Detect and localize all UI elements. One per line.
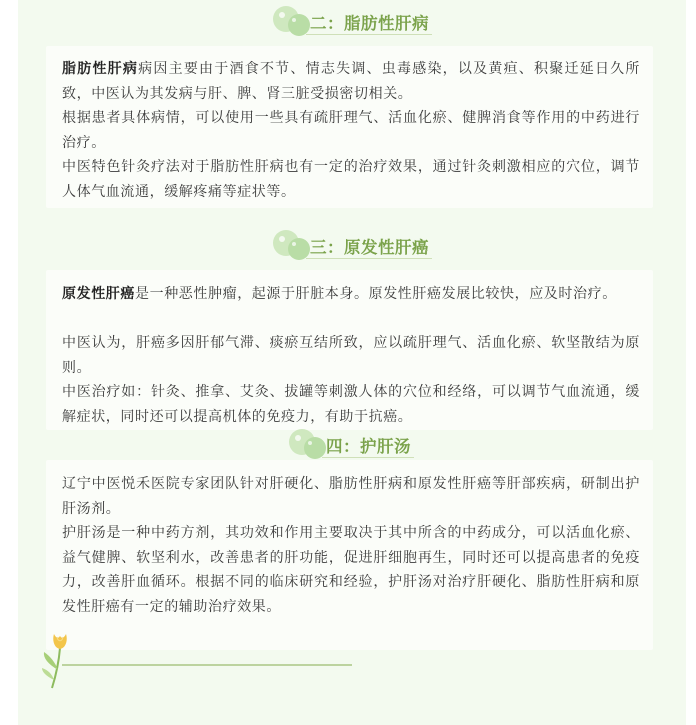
paragraph — [62, 282, 640, 307]
heading-underline — [306, 258, 432, 259]
section-heading-fatty-liver — [272, 4, 442, 38]
paragraph-text: 辽宁中医悦禾医院专家团队针对肝硬化、脂肪性肝病和原发性肝癌等肝部疾病，研制出护肝汤剂。 — [62, 476, 640, 517]
footer-divider — [62, 664, 352, 666]
section-title: 二：脂肪性肝病 — [310, 14, 429, 33]
paragraph-lead: 脂肪性肝病 — [62, 61, 139, 77]
green-circles-icon — [272, 4, 314, 38]
section-heading-liver-soup — [288, 427, 428, 461]
paragraph-text: 病因主要由于酒食不节、情志失调、虫毒感染，以及黄疸、积聚迁延日久所致，中医认为其发病与肝、脾、肾三脏受损密切相关。 — [62, 61, 640, 102]
paragraph — [62, 472, 640, 521]
paragraph — [62, 57, 640, 106]
paragraph-text: 中医特色针灸疗法对于脂肪性肝病也有一定的治疗效果，通过针灸刺激相应的穴位，调节人体气血流通，缓解疼痛等症状等。 — [62, 159, 640, 200]
paragraph-text: 护肝汤是一种中药方剂，其功效和作用主要取决于其中所含的中药成分，可以活血化瘀、益气健脾、软坚利水，改善患者的肝功能，促进肝细胞再生，同时还可以提高患者的免疫力，改善肝血循环。根据不同的临床研究和经验，护肝汤对治疗肝硬化、脂肪性肝病和原发性肝癌有一定的辅助治疗效果。 — [62, 525, 640, 615]
paragraph-text: 中医认为，肝癌多因肝郁气滞、痰瘀互结所致，应以疏肝理气、活血化瘀、软坚散结为原则。 — [62, 335, 640, 376]
paragraph — [62, 106, 640, 155]
heading-underline — [322, 457, 414, 458]
paragraph-text: 是一种恶性肿瘤，起源于肝脏本身。原发性肝癌发展比较快，应及时治疗。 — [135, 286, 617, 302]
section-title: 四：护肝汤 — [326, 437, 411, 456]
green-circles-icon — [272, 228, 314, 262]
section-title: 三：原发性肝癌 — [310, 238, 429, 257]
heading-underline — [306, 34, 432, 35]
paragraph-lead: 原发性肝癌 — [62, 286, 135, 302]
paragraph-text: 中医治疗如：针灸、推拿、艾灸、拔罐等刺激人体的穴位和经络，可以调节气血流通，缓解症状，同时还可以提高机体的免疫力，有助于抗癌。 — [62, 384, 640, 425]
paragraph-text: 根据患者具体病情，可以使用一些具有疏肝理气、活血化瘀、健脾消食等作用的中药进行治疗。 — [62, 110, 640, 151]
paragraph — [62, 155, 640, 204]
paragraph — [62, 380, 640, 429]
green-circles-icon — [288, 427, 330, 461]
paragraph — [62, 521, 640, 619]
section-heading-liver-cancer — [272, 228, 442, 262]
tulip-icon — [40, 630, 78, 690]
paragraph — [62, 331, 640, 380]
